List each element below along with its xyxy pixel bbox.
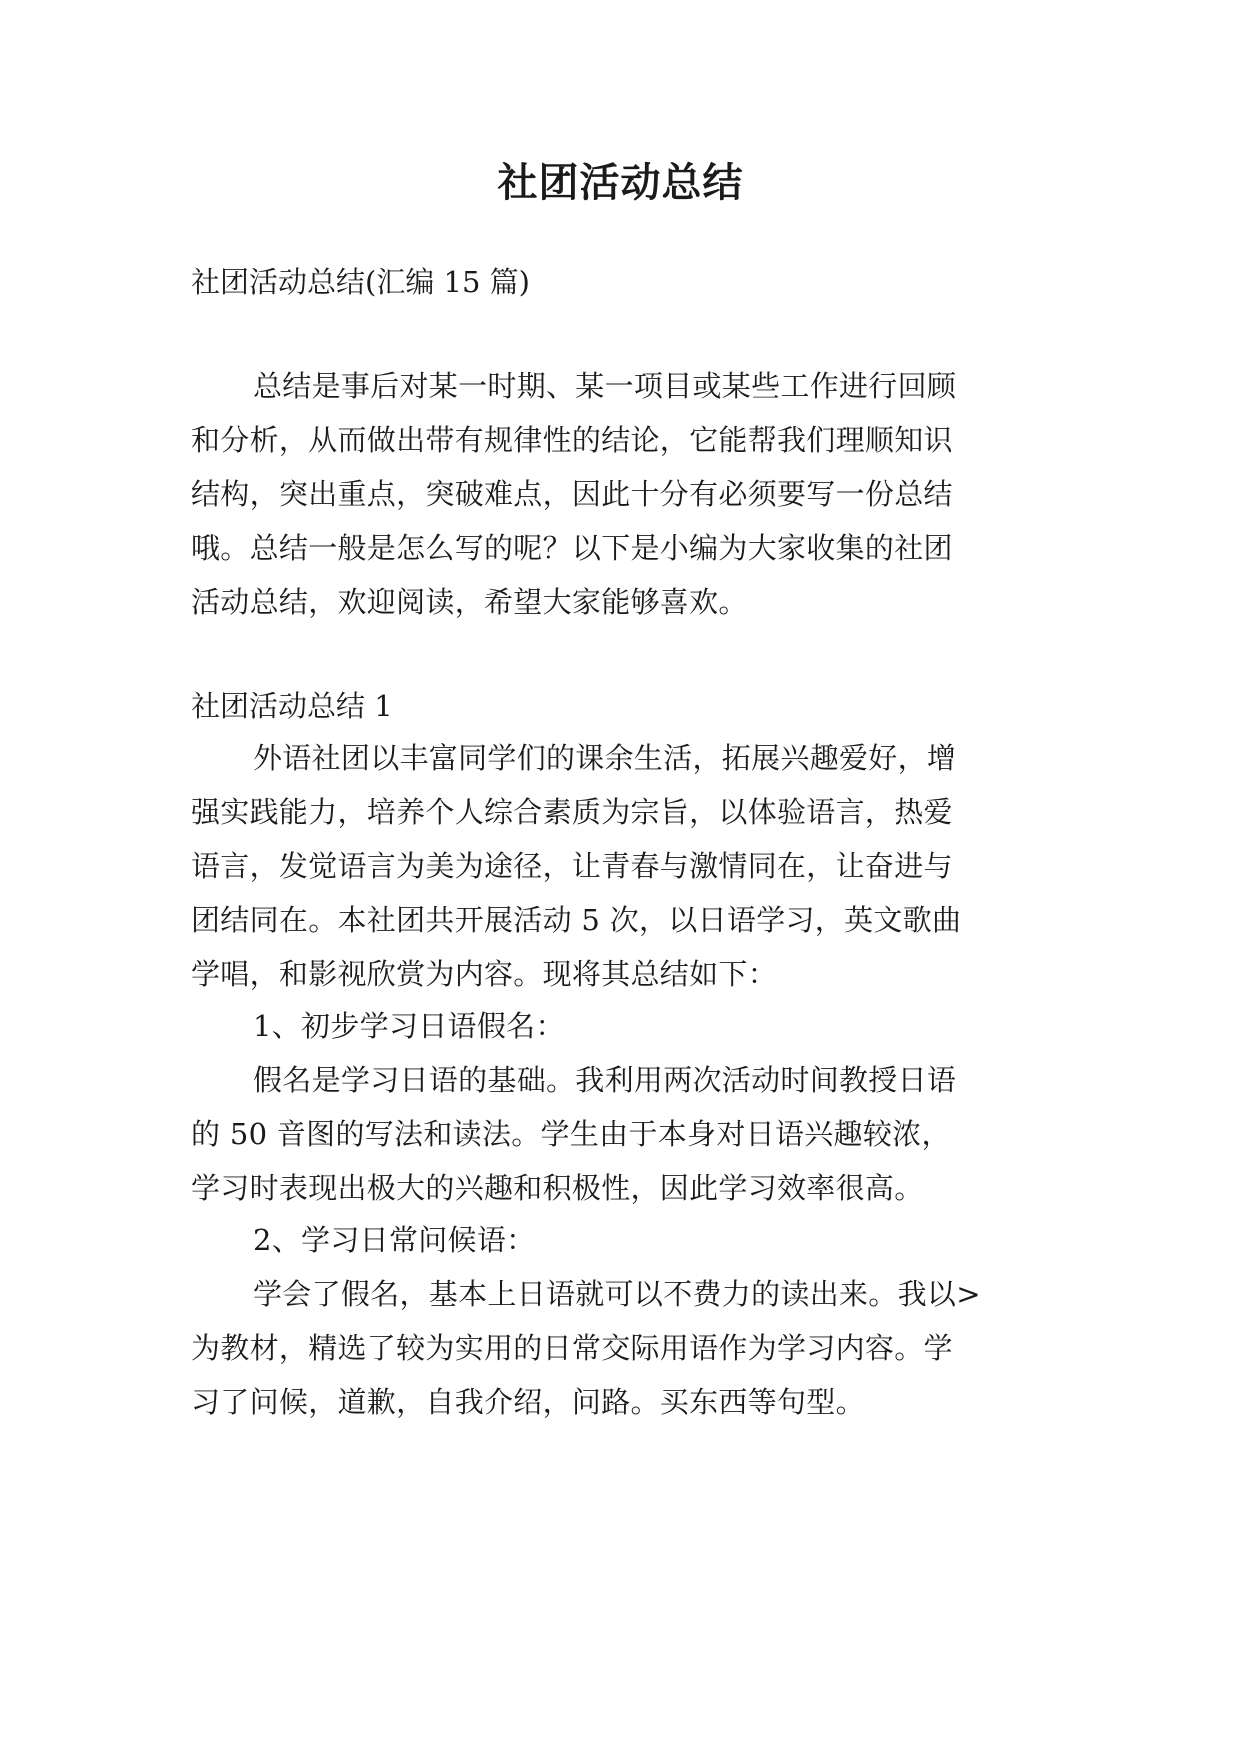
intro-line: 总结是事后对某一时期、某一项目或某些工作进行回顾 [253, 369, 957, 403]
list-item-heading: 1、初步学习日语假名： [253, 1009, 565, 1043]
intro-line: 活动总结，欢迎阅读，希望大家能够喜欢。 [191, 585, 748, 619]
paragraph-line: 习了问候，道歉，自我介绍，问路。买东西等句型。 [191, 1385, 865, 1419]
paragraph-line: 的 50 音图的写法和读法。学生由于本身对日语兴趣较浓， [191, 1117, 951, 1151]
document-subtitle: 社团活动总结(汇编 15 篇) [191, 265, 530, 299]
intro-line: 结构，突出重点，突破难点，因此十分有必须要写一份总结 [191, 477, 953, 511]
intro-line: 和分析，从而做出带有规律性的结论，它能帮我们理顺知识 [191, 423, 953, 457]
section-heading: 社团活动总结 1 [191, 689, 393, 723]
paragraph-line: 学习时表现出极大的兴趣和积极性，因此学习效率很高。 [191, 1171, 924, 1205]
paragraph-line: 为教材，精选了较为实用的日常交际用语作为学习内容。学 [191, 1331, 953, 1365]
document-title: 社团活动总结 [497, 159, 744, 206]
paragraph-line: 学唱，和影视欣赏为内容。现将其总结如下： [191, 957, 778, 991]
paragraph-line: 强实践能力，培养个人综合素质为宗旨，以体验语言，热爱 [191, 795, 953, 829]
paragraph-line: 学会了假名，基本上日语就可以不费力的读出来。我以> [253, 1277, 981, 1311]
paragraph-line: 假名是学习日语的基础。我利用两次活动时间教授日语 [253, 1063, 957, 1097]
intro-line: 哦。总结一般是怎么写的呢？以下是小编为大家收集的社团 [191, 531, 953, 565]
paragraph-line: 外语社团以丰富同学们的课余生活，拓展兴趣爱好，增 [253, 741, 957, 775]
list-item-heading: 2、学习日常问候语： [253, 1223, 536, 1257]
paragraph-line: 团结同在。本社团共开展活动 5 次，以日语学习，英文歌曲 [191, 903, 962, 937]
paragraph-line: 语言，发觉语言为美为途径，让青春与激情同在，让奋进与 [191, 849, 953, 883]
